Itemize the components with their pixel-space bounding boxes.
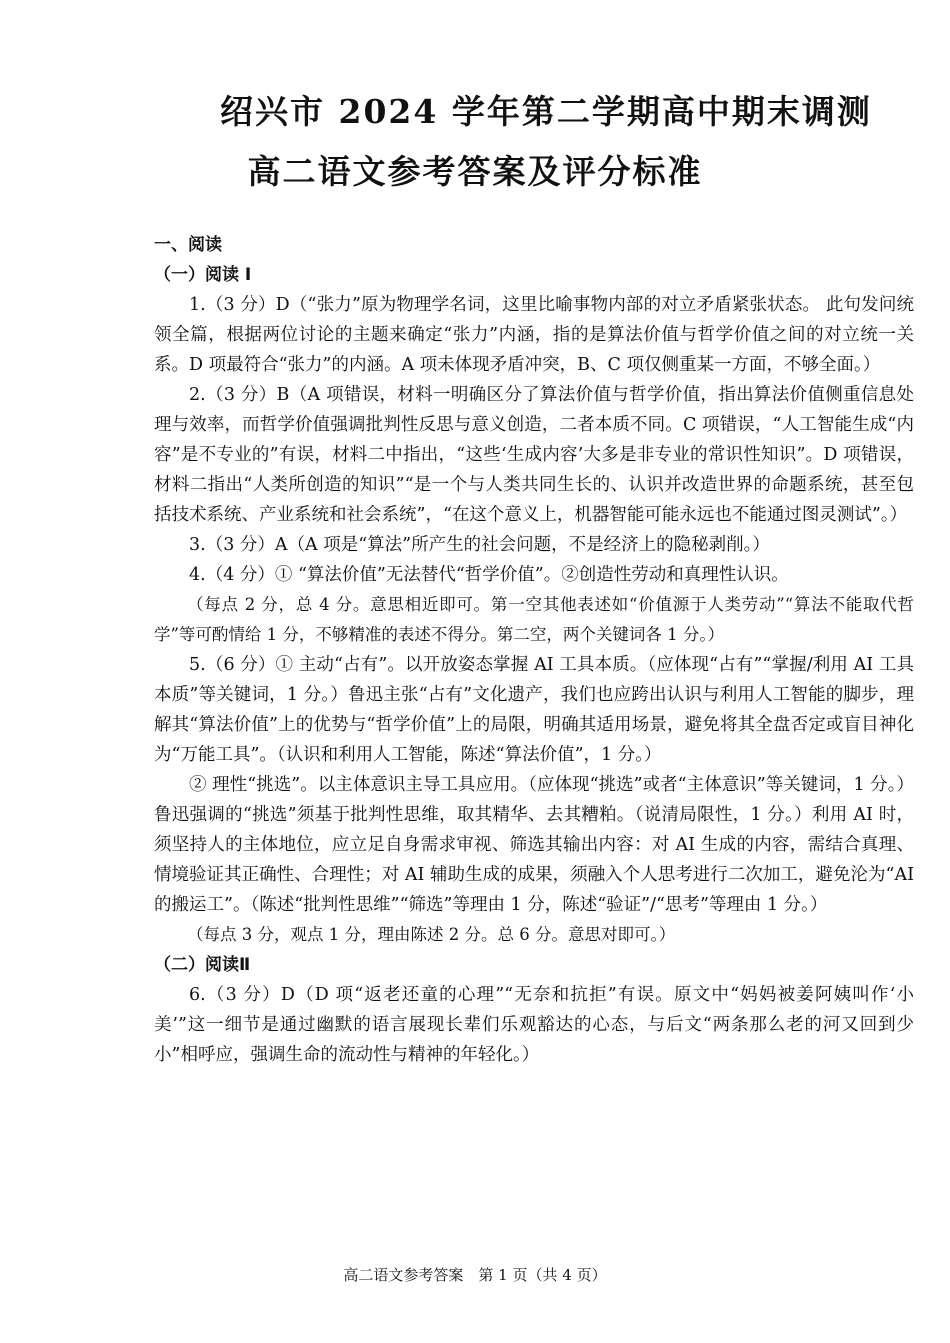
answer-q3: 3.（3 分）A（A 项是“算法”所产生的社会问题，不是经济上的隐秘剥削。）	[189, 535, 770, 555]
page-title: 绍兴市 2024 学年第二学期高中期末调测	[220, 92, 872, 131]
page-subtitle: 高二语文参考答案及评分标准	[247, 152, 703, 191]
answer-q5-scoring-note: （每点 3 分，观点 1 分，理由陈述 2 分。总 6 分。意思对即可。）	[187, 925, 676, 944]
subsection-heading-reading-1: （一）阅读 I	[154, 265, 252, 285]
section-heading-reading: 一、阅读	[154, 235, 222, 255]
answer-body	[154, 230, 914, 1070]
page-footer: 高二语文参考答案 第 1 页（共 4 页）	[343, 1266, 607, 1284]
answer-q5-point2: ② 理性“挑选”。以主体意识主导工具应用。（应体现“挑选”或者“主体意识”等关键词，1 分。）鲁迅强调的“挑选”须基于批判性思维，取其精华、去其糟粕。（说清局限性，1 分。）利用 AI 时，须坚持人的主体地位，应立足自身需求审视、筛选其输出内容：对 AI 生成的内容，需结合真理、情境验证其正确性、合理性；对 AI 辅助生成的成果，须融入个人思考进行二次加工，避免沦为“AI 的搬运工”。（陈述“批判性思维”“筛选”等理由 1 分，陈述“验证”/“思考”等理由 1 分。）	[154, 775, 914, 915]
answer-q1: 1.（3 分）D（“张力”原为物理学名词，这里比喻事物内部的对立矛盾紧张状态。 此句发问统领全篇，根据两位讨论的主题来确定“张力”内涵，指的是算法价值与哲学价值之间的对立统一关系。D 项最符合“张力”的内涵。A 项未体现矛盾冲突，B、C 项仅侧重某一方面，不够全面。）	[154, 295, 914, 375]
answer-q4-scoring-note: （每点 2 分，总 4 分。意思相近即可。第一空其他表述如“价值源于人类劳动”“算法不能取代哲学”等可酌情给 1 分，不够精准的表述不得分。第二空，两个关键词各 1 分。）	[154, 595, 914, 644]
answer-q2: 2.（3 分）B（A 项错误，材料一明确区分了算法价值与哲学价值，指出算法价值侧重信息处理与效率，而哲学价值强调批判性反思与意义创造，二者本质不同。C 项错误，“人工智能生成“内容”是不专业的”有误，材料二中指出，“这些‘生成内容’大多是非专业的常识性知识”。D 项错误，材料二指出“人类所创造的知识”“是一个与人类共同生长的、认识并改造世界的命题系统，甚至包括技术系统、产业系统和社会系统”，“在这个意义上，机器智能可能永远也不能通过图灵测试”。）	[154, 385, 914, 525]
answer-q6: 6.（3 分）D（D 项“返老还童的心理”“无奈和抗拒”有误。原文中“妈妈被姜阿姨叫作‘小美’”这一细节是通过幽默的语言展现长辈们乐观豁达的心态，与后文“两条那么老的河又回到少小”相呼应，强调生命的流动性与精神的年轻化。）	[154, 985, 914, 1065]
answer-q5-point1: 5.（6 分）① 主动“占有”。以开放姿态掌握 AI 工具本质。（应体现“占有”“掌握/利用 AI 工具本质”等关键词，1 分。）鲁迅主张“占有”文化遗产，我们也应跨出认识与利用人工智能的脚步，理解其“算法价值”上的优势与“哲学价值”上的局限，明确其适用场景，避免将其全盘否定或盲目神化为“万能工具”。（认识和利用人工智能，陈述“算法价值”，1 分。）	[154, 655, 914, 765]
subsection-heading-reading-2: （二）阅读Ⅱ	[154, 955, 251, 975]
answer-q4: 4.（4 分）① “算法价值”无法替代“哲学价值”。②创造性劳动和真理性认识。	[189, 565, 789, 585]
